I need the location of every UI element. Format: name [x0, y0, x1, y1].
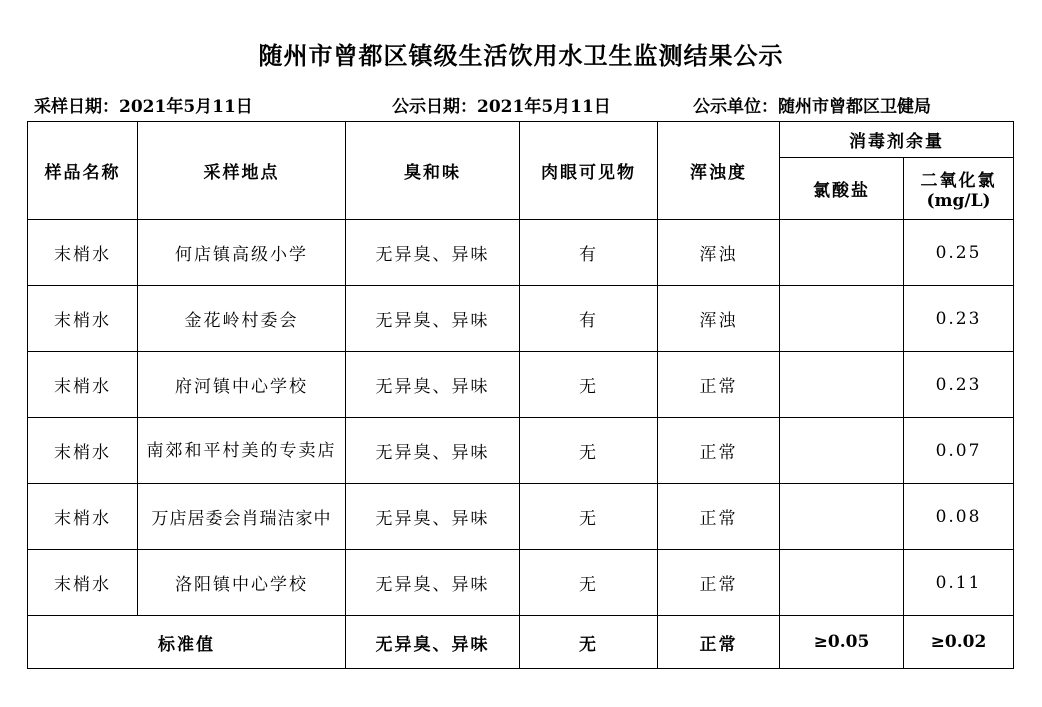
standard-turbidity: 正常	[658, 616, 780, 669]
standard-visible: 无	[520, 616, 658, 669]
page-title: 随州市曾都区镇级生活饮用水卫生监测结果公示	[258, 42, 784, 70]
cell-visible: 有	[520, 286, 658, 352]
cell-turbidity: 正常	[658, 352, 780, 418]
cell-chlorine-dioxide: 0.08	[904, 484, 1014, 550]
header-disinfectant: 消毒剂余量	[780, 122, 1014, 158]
cell-location: 金花岭村委会	[138, 286, 346, 352]
cell-turbidity: 正常	[658, 418, 780, 484]
standard-label: 标准值	[28, 616, 346, 669]
cell-location: 洛阳镇中心学校	[138, 550, 346, 616]
table-row	[28, 550, 1014, 616]
publish-date: 公示日期：2021年5月11日	[392, 97, 611, 117]
cell-odor: 无异臭、异味	[346, 286, 520, 352]
header-turbidity: 浑浊度	[658, 122, 780, 220]
table-row	[28, 352, 1014, 418]
cell-chlorine-dioxide: 0.11	[904, 550, 1014, 616]
table-row	[28, 286, 1014, 352]
cell-location: 南郊和平村美的专卖店	[138, 418, 346, 484]
cell-sample-name: 末梢水	[28, 484, 138, 550]
header-chlorine-dioxide-name: 二氧化氯	[920, 171, 997, 191]
sampling-date: 采样日期：2021年5月11日	[34, 97, 253, 117]
standard-odor: 无异臭、异味	[346, 616, 520, 669]
standard-chlorate: ≥0.05	[780, 616, 904, 669]
header-chlorine-dioxide-unit: (mg/L)	[926, 191, 991, 211]
cell-visible: 无	[520, 418, 658, 484]
cell-sample-name: 末梢水	[28, 286, 138, 352]
cell-odor: 无异臭、异味	[346, 418, 520, 484]
publish-unit: 公示单位：随州市曾都区卫健局	[693, 97, 931, 117]
results-table	[27, 121, 1014, 669]
cell-location: 何店镇高级小学	[138, 220, 346, 286]
table-row	[28, 484, 1014, 550]
cell-sample-name: 末梢水	[28, 352, 138, 418]
cell-chlorine-dioxide: 0.23	[904, 286, 1014, 352]
header-sample-name: 样品名称	[28, 122, 138, 220]
cell-odor: 无异臭、异味	[346, 484, 520, 550]
table-row	[28, 220, 1014, 286]
cell-odor: 无异臭、异味	[346, 220, 520, 286]
cell-chlorine-dioxide: 0.23	[904, 352, 1014, 418]
cell-sample-name: 末梢水	[28, 418, 138, 484]
cell-turbidity: 浑浊	[658, 286, 780, 352]
cell-location: 府河镇中心学校	[138, 352, 346, 418]
cell-turbidity: 正常	[658, 484, 780, 550]
cell-chlorate	[780, 352, 904, 418]
standard-row	[28, 616, 1014, 669]
cell-chlorate	[780, 220, 904, 286]
cell-visible: 无	[520, 484, 658, 550]
header-visible: 肉眼可见物	[520, 122, 658, 220]
cell-chlorate	[780, 484, 904, 550]
cell-turbidity: 正常	[658, 550, 780, 616]
header-odor: 臭和味	[346, 122, 520, 220]
table-row	[28, 418, 1014, 484]
cell-chlorate	[780, 550, 904, 616]
cell-odor: 无异臭、异味	[346, 352, 520, 418]
cell-chlorate	[780, 418, 904, 484]
cell-location: 万店居委会肖瑞洁家中	[138, 484, 346, 550]
header-chlorate: 氯酸盐	[780, 158, 904, 220]
header-chlorine-dioxide	[904, 158, 1014, 220]
cell-visible: 有	[520, 220, 658, 286]
cell-visible: 无	[520, 550, 658, 616]
cell-chlorine-dioxide: 0.25	[904, 220, 1014, 286]
cell-sample-name: 末梢水	[28, 220, 138, 286]
cell-chlorate	[780, 286, 904, 352]
header-location: 采样地点	[138, 122, 346, 220]
cell-chlorine-dioxide: 0.07	[904, 418, 1014, 484]
cell-sample-name: 末梢水	[28, 550, 138, 616]
cell-visible: 无	[520, 352, 658, 418]
standard-chlorine-dioxide: ≥0.02	[904, 616, 1014, 669]
cell-turbidity: 浑浊	[658, 220, 780, 286]
cell-odor: 无异臭、异味	[346, 550, 520, 616]
